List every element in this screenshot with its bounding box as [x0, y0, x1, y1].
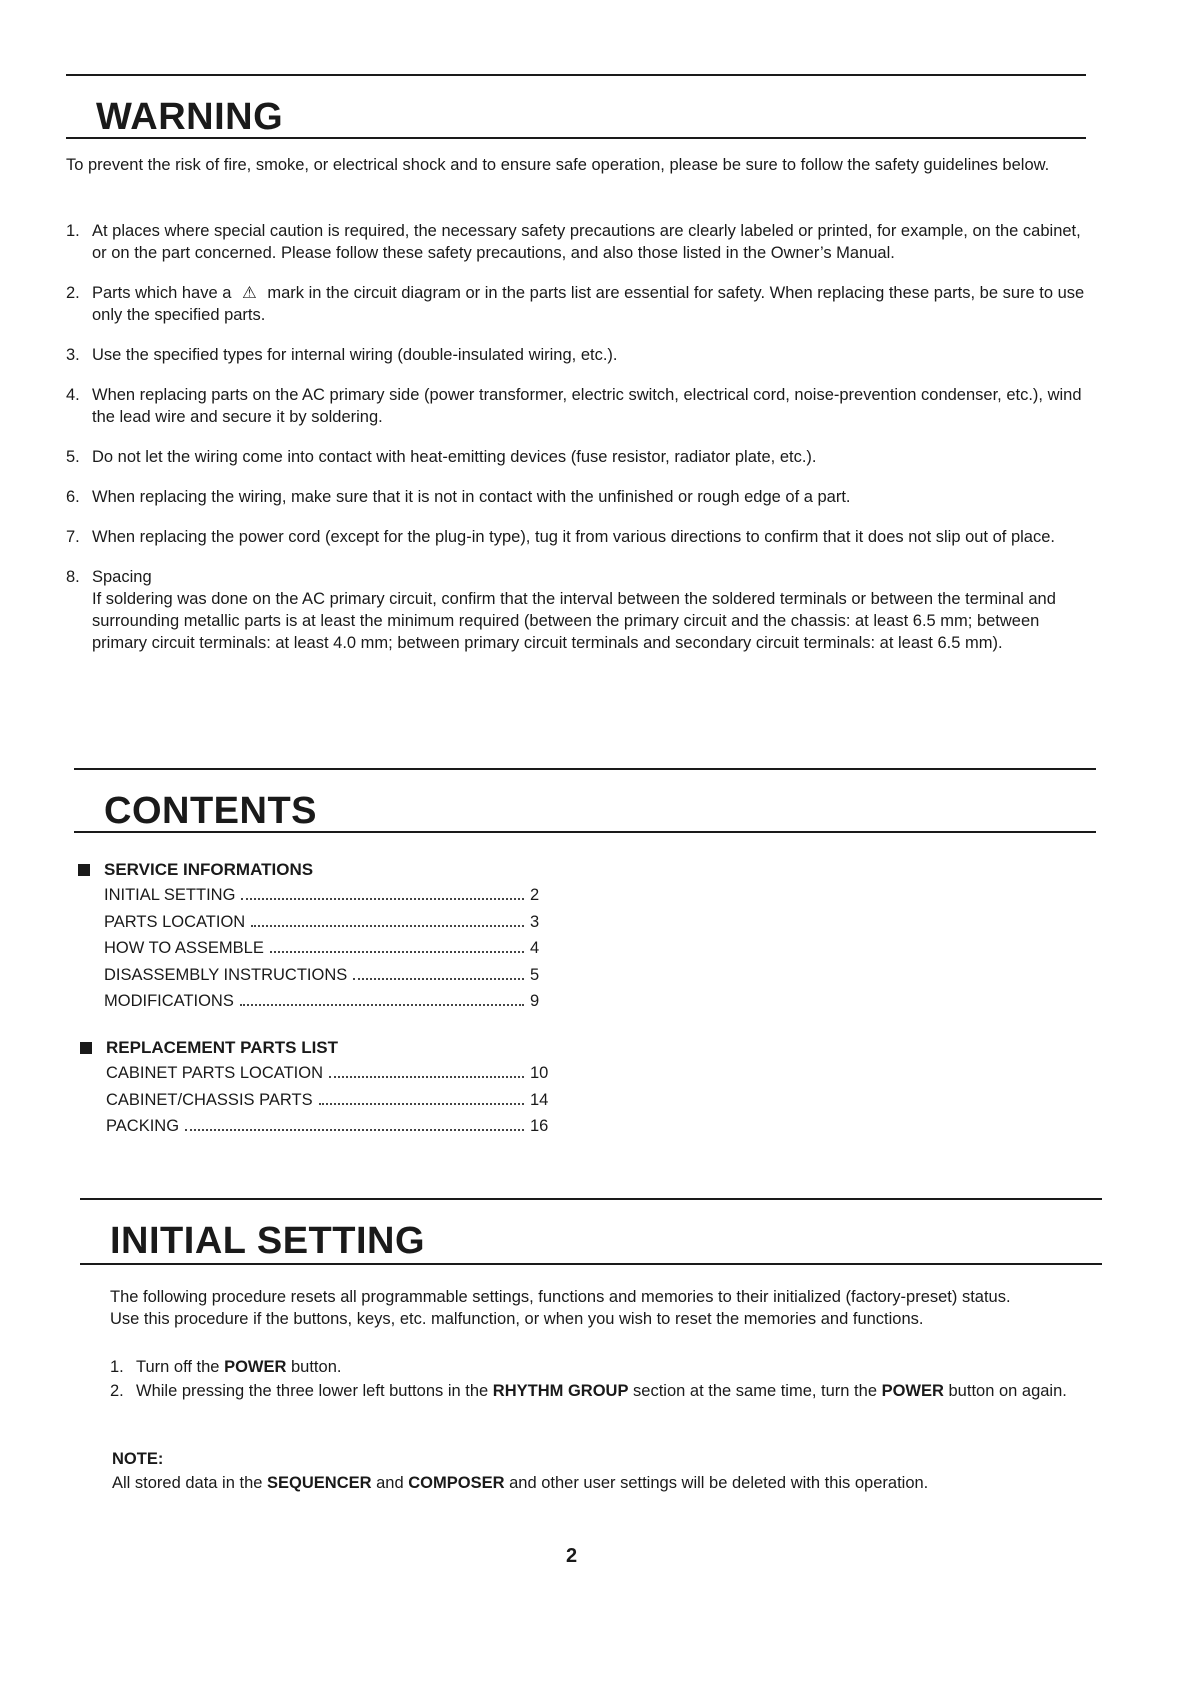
warning-item-7 [66, 526, 1096, 548]
power-keyword: POWER [881, 1382, 944, 1400]
initial-setting-top-rule [80, 1198, 1102, 1200]
step-text: Turn off the [136, 1358, 225, 1376]
toc-entry-disassembly-instructions[interactable] [78, 962, 550, 989]
sequencer-keyword: SEQUENCER [267, 1474, 372, 1492]
dot-leader [241, 898, 524, 900]
note-text [112, 1472, 1102, 1494]
item-text: Use the specified types for internal wiring (double-insulated wiring, etc.). [92, 346, 618, 364]
toc-heading-text: SERVICE INFORMATIONS [104, 860, 314, 879]
toc-entry-page: 5 [530, 965, 540, 984]
square-bullet-icon [80, 1042, 92, 1054]
step-2 [110, 1380, 1100, 1402]
toc-entry-parts-location[interactable] [78, 909, 550, 936]
item-text: When replacing parts on the AC primary side (power transformer, electric switch, electrical cord, noise-prevention condenser, etc.), wind the lead wire and secure it by soldering. [92, 386, 1082, 426]
toc-entry-label: MODIFICATIONS [104, 992, 234, 1010]
item-text: Do not let the wiring come into contact with heat-emitting devices (fuse resistor, radiator plate, etc.). [92, 448, 817, 466]
toc-entry-label: CABINET PARTS LOCATION [106, 1064, 323, 1082]
toc-entry-page: 14 [530, 1090, 549, 1109]
page-number: 2 [566, 1545, 578, 1567]
dot-leader [353, 978, 524, 980]
warning-title: WARNING [96, 96, 284, 138]
warning-bottom-rule [66, 137, 1086, 139]
item-heading: Spacing [92, 568, 152, 586]
toc-entry-label: PARTS LOCATION [104, 912, 246, 931]
square-bullet-icon [78, 864, 90, 876]
toc-entry-page: 4 [530, 939, 540, 957]
toc-entry-page: 10 [530, 1064, 549, 1082]
item-text: When replacing the wiring, make sure that it is not in contact with the unfinished or rough edge of a part. [92, 488, 851, 506]
item-number: 6. [66, 488, 80, 506]
dot-leader [270, 951, 524, 953]
step-text: button. [286, 1358, 342, 1376]
item-text: At places where special caution is required, the necessary safety precautions are clearly labeled or printed, for example, on the cabinet, or on the part concerned. Please follow these safety precautions, and also those listed in the Owner’s Manual. [92, 222, 1081, 262]
toc-entry-label: PACKING [106, 1117, 180, 1135]
item-text: mark in the circuit diagram or in the parts list are essential for safety. When replacing these parts, be sure to use only the specified parts. [92, 284, 1085, 324]
item-number: 7. [66, 528, 80, 546]
toc-entry-page: 2 [530, 886, 540, 904]
item-text: If soldering was done on the AC primary circuit, confirm that the interval between the soldered terminals or between the terminal and surrounding metallic parts is at least the minimum required (between the primary circuit and the chassis: at least 6.5 mm; between primary circuit terminals: at least 4.0 mm; between primary circuit terminals and secondary circuit terminals: at least 6.5 mm). [92, 590, 1056, 652]
intro-line-2: Use this procedure if the buttons, keys, etc. malfunction, or when you wish to reset the memories and functions. [110, 1310, 924, 1328]
contents-top-rule [74, 768, 1096, 770]
power-keyword: POWER [224, 1358, 287, 1376]
toc-entry-label: CABINET/CHASSIS PARTS [106, 1090, 313, 1109]
initial-setting-intro [110, 1286, 1100, 1330]
initial-setting-title: INITIAL SETTING [110, 1220, 426, 1262]
warning-triangle-icon: ⚠ [242, 283, 257, 302]
warning-intro: To prevent the risk of fire, smoke, or electrical shock and to ensure safe operation, please be sure to follow the safety guidelines below. [66, 156, 1050, 174]
warning-item-5 [66, 446, 1096, 468]
item-number: 2. [66, 284, 80, 302]
item-number: 8. [66, 568, 80, 586]
toc-entry-page: 16 [530, 1117, 549, 1135]
warning-item-6 [66, 486, 1096, 508]
toc-entry-cabinet-chassis-parts[interactable] [80, 1087, 550, 1114]
toc-entry-label: DISASSEMBLY INSTRUCTIONS [104, 965, 348, 984]
toc-entry-page: 3 [530, 912, 540, 931]
dot-leader [319, 1103, 524, 1105]
toc-heading-text: REPLACEMENT PARTS LIST [106, 1038, 339, 1057]
dot-leader [329, 1076, 524, 1078]
warning-top-rule [66, 74, 1086, 76]
toc-entry-modifications[interactable] [78, 988, 550, 1015]
step-number: 2. [110, 1382, 124, 1400]
composer-keyword: COMPOSER [408, 1474, 505, 1492]
warning-list [66, 220, 1096, 654]
contents-bottom-rule [74, 831, 1096, 833]
toc-entry-packing[interactable] [80, 1113, 550, 1140]
initial-setting-steps [110, 1356, 1100, 1402]
toc-section-heading [78, 858, 550, 882]
item-number: 3. [66, 346, 80, 364]
toc-entry-how-to-assemble[interactable] [78, 935, 550, 962]
item-text: Parts which have a [92, 284, 232, 302]
step-number: 1. [110, 1358, 124, 1376]
step-text: section at the same time, turn the [628, 1382, 882, 1400]
initial-setting-bottom-rule [80, 1263, 1102, 1265]
note-text-part: All stored data in the [112, 1474, 268, 1492]
note-label: NOTE: [112, 1450, 164, 1468]
warning-item-2 [66, 282, 1096, 326]
item-number: 5. [66, 448, 80, 466]
warning-item-4 [66, 384, 1096, 428]
step-text: While pressing the three lower left buttons in the [136, 1382, 493, 1400]
dot-leader [240, 1004, 524, 1006]
toc-section-replacement-parts [80, 1036, 550, 1140]
rhythm-group-keyword: RHYTHM GROUP [492, 1382, 629, 1400]
toc-section-service [78, 858, 550, 1015]
toc-section-heading [80, 1036, 550, 1060]
toc-entry-label: INITIAL SETTING [104, 886, 236, 904]
toc-entry-page: 9 [530, 992, 540, 1010]
dot-leader [251, 925, 524, 927]
warning-item-8 [66, 566, 1096, 654]
toc-entry-label: HOW TO ASSEMBLE [104, 939, 264, 957]
step-1 [110, 1356, 1100, 1378]
warning-item-1 [66, 220, 1096, 264]
item-text: When replacing the power cord (except for the plug-in type), tug it from various directions to confirm that it does not slip out of place. [92, 528, 1055, 546]
toc-entry-initial-setting[interactable] [78, 882, 550, 909]
note-text-part: and other user settings will be deleted with this operation. [504, 1474, 929, 1492]
toc-entry-cabinet-parts-location[interactable] [80, 1060, 550, 1087]
contents-title: CONTENTS [104, 790, 317, 832]
item-number: 1. [66, 222, 80, 240]
note-text-part: and [371, 1474, 409, 1492]
item-number: 4. [66, 386, 80, 404]
intro-line-1: The following procedure resets all programmable settings, functions and memories to their initialized (factory-preset) status. [110, 1288, 1011, 1306]
warning-item-3 [66, 344, 1096, 366]
dot-leader [185, 1129, 524, 1131]
step-text: button on again. [943, 1382, 1067, 1400]
